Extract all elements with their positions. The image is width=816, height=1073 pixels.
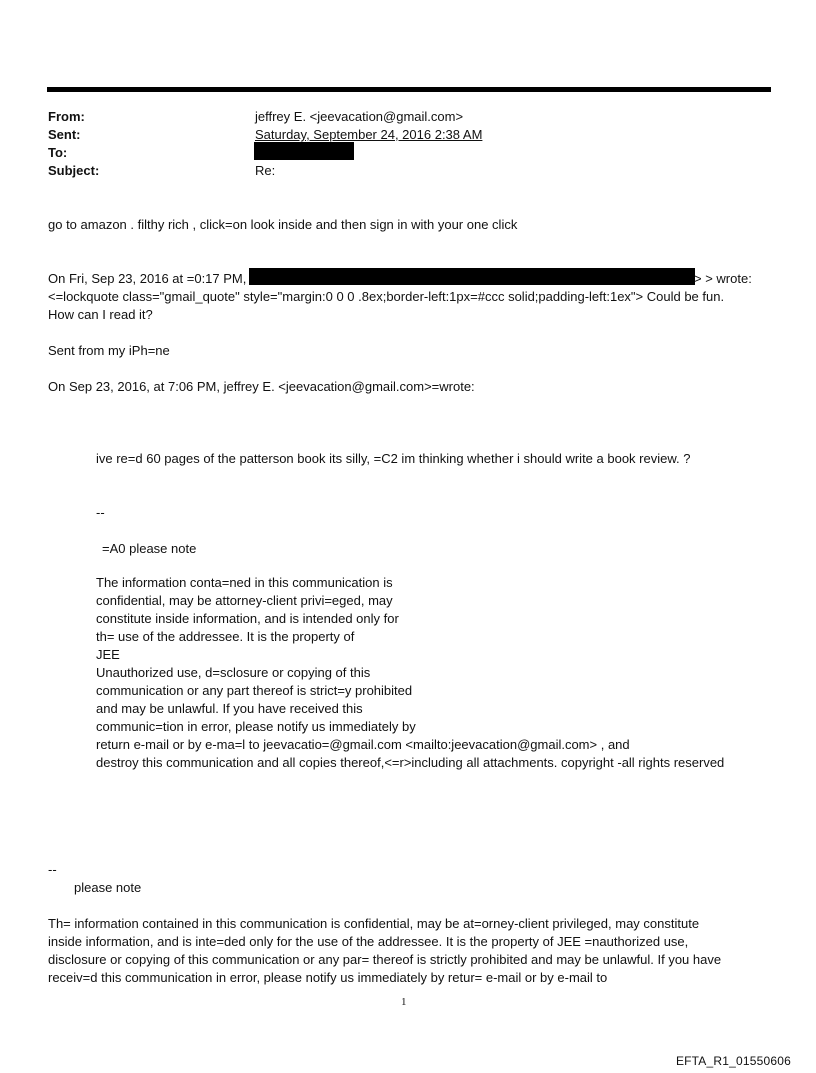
outer-disclaimer-line: Th= information contained in this communication is confidential, may be at=orney-client privileged, may constitute <box>48 916 700 931</box>
dashes-outer: -- <box>48 862 57 877</box>
please-note: please note <box>74 880 142 895</box>
sender-redaction <box>249 268 695 285</box>
a0-please-note: =A0 please note <box>102 541 197 556</box>
from-value: jeffrey E. <jeevacation@gmail.com> <box>255 109 464 124</box>
to-label: To: <box>48 145 68 160</box>
inner-disclaimer-line: communication or any part thereof is strict=y prohibited <box>96 683 413 698</box>
header-rule <box>47 87 771 92</box>
inner-disclaimer-line: return e-mail or by e-ma=l to jeevacatio=@gmail.com <mailto:jeevacation@gmail.com> , and <box>96 737 630 752</box>
sent-from-line: Sent from my iPh=ne <box>48 343 170 358</box>
book-line: ive re=d 60 pages of the patterson book its silly, =C2 im thinking whether i should write a book review. ? <box>96 451 691 466</box>
outer-disclaimer-line: inside information, and is inte=ded only for the use of the addressee. It is the property of JEE =nauthorized use, <box>48 934 689 949</box>
inner-disclaimer-line: th= use of the addressee. It is the property of <box>96 629 355 644</box>
inner-disclaimer-line: confidential, may be attorney-client privi=eged, may <box>96 593 393 608</box>
dashes-inner: -- <box>96 505 105 520</box>
quote-line-1: <=lockquote class="gmail_quote" style="margin:0 0 0 .8ex;border-left:1px=#ccc solid;padding-left:1ex"> Could be fun. <box>48 289 725 304</box>
subject-value: Re: <box>255 163 276 178</box>
inner-disclaimer-line: destroy this communication and all copies thereof,<=r>including all attachments. copyright -all rights reserved <box>96 755 725 770</box>
to-redaction <box>254 142 354 160</box>
subject-label: Subject: <box>48 163 100 178</box>
outer-disclaimer-line: receiv=d this communication in error, please notify us immediately by retur= e-mail or by e-mail to <box>48 970 608 985</box>
on-date-line: On Sep 23, 2016, at 7:06 PM, jeffrey E. <jeevacation@gmail.com>=wrote: <box>48 379 475 394</box>
inner-disclaimer-line: The information conta=ned in this communication is <box>96 575 393 590</box>
inner-disclaimer-line: and may be unlawful. If you have received this <box>96 701 363 716</box>
quote-line-2: How can I read it? <box>48 307 153 322</box>
outer-disclaimer <box>48 915 721 987</box>
page-number: 1 <box>401 996 407 1008</box>
inner-disclaimer-line: Unauthorized use, d=sclosure or copying of this <box>96 665 371 680</box>
from-label: From: <box>48 109 85 124</box>
bates-number: EFTA_R1_01550606 <box>675 1054 791 1068</box>
inner-disclaimer <box>96 574 724 772</box>
outer-disclaimer-line: disclosure or copying of this communication or any par= thereof is strictly prohibited and may be unlawful. If you have <box>48 952 722 967</box>
inner-disclaimer-line: JEE <box>96 647 120 662</box>
sent-value: Saturday, September 24, 2016 2:38 AM <box>255 127 483 142</box>
inner-disclaimer-line: constitute inside information, and is intended only for <box>96 611 399 626</box>
reply-suffix: > > wrote: <box>694 271 752 286</box>
body-line-amazon: go to amazon . filthy rich , click=on look inside and then sign in with your one click <box>48 217 518 232</box>
sent-label: Sent: <box>48 127 81 142</box>
inner-disclaimer-line: communic=tion in error, please notify us immediately by <box>96 719 416 734</box>
reply-prefix: On Fri, Sep 23, 2016 at =0:17 PM, <box>48 271 247 286</box>
